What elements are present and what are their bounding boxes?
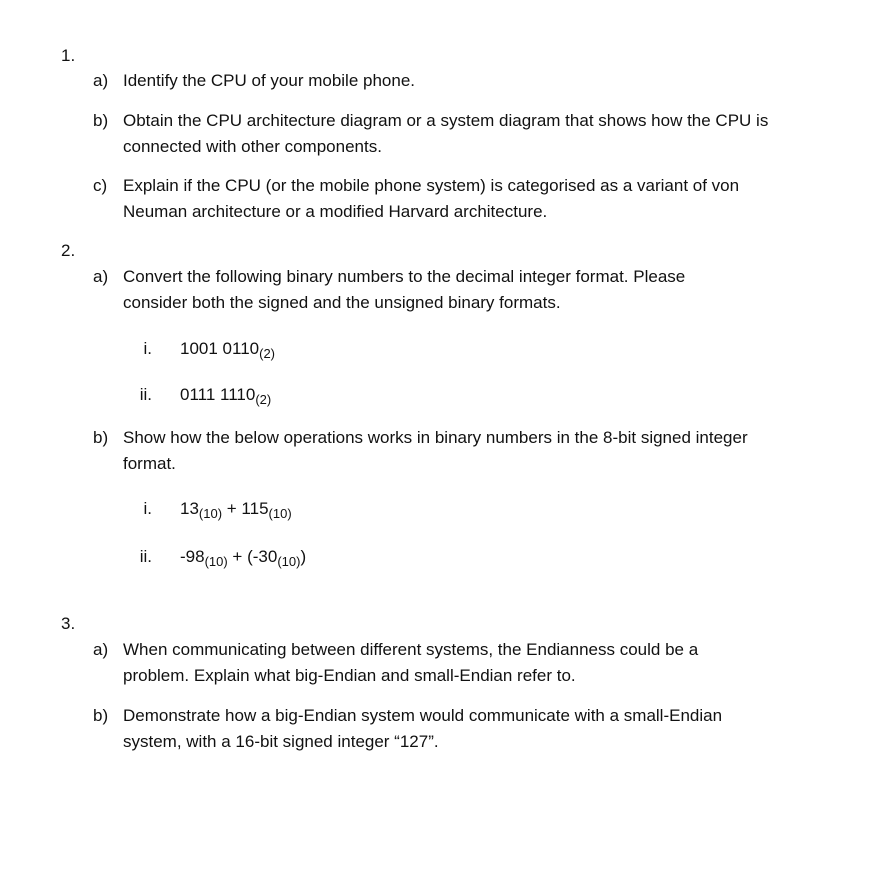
part-text-line-2: format. — [123, 454, 176, 473]
roman-numeral: ii. — [139, 385, 152, 404]
roman-numeral: ii. — [139, 547, 152, 566]
question-1-part-b — [93, 108, 833, 160]
part-text-line-1: Demonstrate how a big-Endian system would communicate with a small-Endian — [123, 706, 723, 725]
binary-value: 0111 $1110_{(2)}$ — [180, 385, 272, 407]
roman-numeral: i. — [143, 499, 152, 518]
part-text: Identify the CPU of your mobile phone. — [123, 71, 415, 90]
question-3-part-a — [93, 637, 833, 689]
question-1-part-a — [93, 68, 833, 94]
addition-expression: $13_{(10)} + 115_{(10)}$ — [180, 499, 292, 521]
part-label: b) — [93, 706, 109, 725]
part-label: a) — [93, 71, 109, 90]
part-text-line-2: consider both the signed and the unsigned binary formats. — [123, 293, 561, 312]
question-2-part-b — [93, 425, 833, 477]
part-label: a) — [93, 267, 109, 286]
question-2-part-a — [93, 264, 833, 316]
question-2a-subitem-i — [130, 338, 275, 361]
part-label: b) — [93, 111, 109, 130]
part-text-line-1: Convert the following binary numbers to the decimal integer format. Please — [123, 267, 686, 286]
question-1-number: 1. — [61, 46, 76, 65]
part-label: c) — [93, 176, 108, 195]
part-text-line-2: Neuman architecture or a modified Harvard architecture. — [123, 202, 548, 221]
part-text-line-1: Obtain the CPU architecture diagram or a system diagram that shows how the CPU is — [123, 111, 769, 130]
question-2-number: 2. — [61, 241, 76, 260]
question-3-part-b — [93, 703, 833, 755]
part-text-line-2: connected with other components. — [123, 137, 382, 156]
roman-numeral: i. — [143, 339, 152, 358]
question-1-part-c — [93, 173, 833, 225]
question-3-number: 3. — [61, 614, 76, 633]
part-text-line-1: Show how the below operations works in binary numbers in the 8-bit signed integer — [123, 428, 748, 447]
part-text-line-1: When communicating between different systems, the Endianness could be a — [123, 640, 699, 659]
part-label: b) — [93, 428, 109, 447]
question-2a-subitem-ii — [130, 384, 272, 407]
part-text-line-2: system, with a 16-bit signed integer “127”. — [123, 732, 439, 751]
addition-expression: $-98_{(10)} + (-30_{(10)})$ — [180, 547, 307, 569]
binary-value: 1001 $0110_{(2)}$ — [180, 339, 275, 361]
part-label: a) — [93, 640, 109, 659]
part-text-line-1: Explain if the CPU (or the mobile phone system) is categorised as a variant of von — [123, 176, 740, 195]
part-text-line-2: problem. Explain what big-Endian and small-Endian refer to. — [123, 666, 576, 685]
question-2b-subitem-i — [130, 498, 292, 521]
question-2b-subitem-ii — [130, 546, 307, 569]
